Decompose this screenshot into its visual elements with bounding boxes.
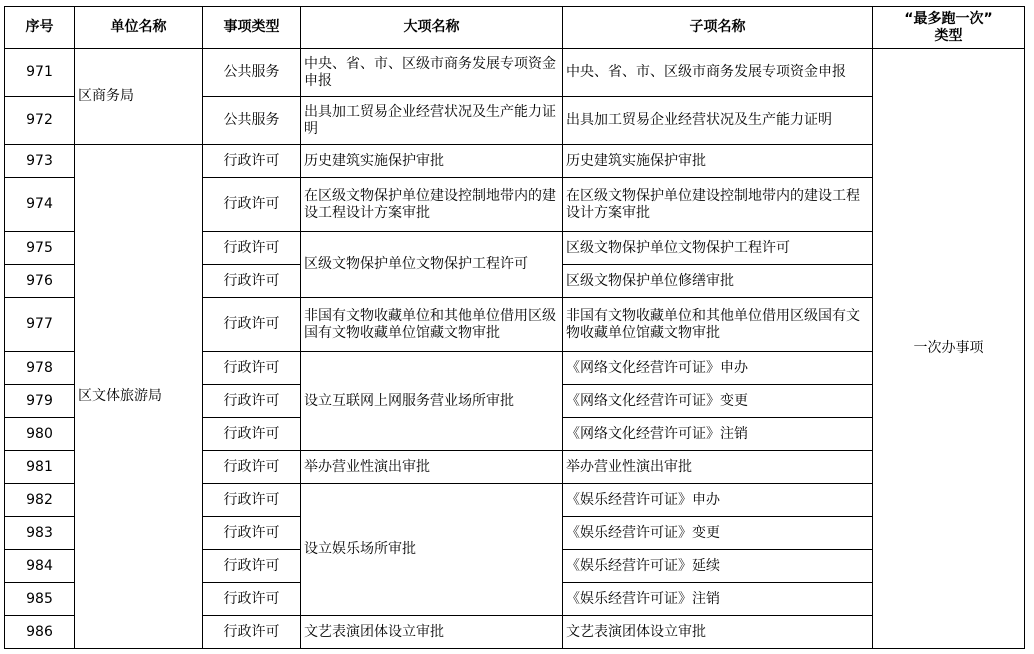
type-cell: 行政许可 (203, 418, 301, 451)
header-type: 事项类型 (203, 7, 301, 49)
type-cell: 行政许可 (203, 583, 301, 616)
seq-cell: 975 (5, 232, 75, 265)
seq-cell: 981 (5, 451, 75, 484)
seq-cell: 976 (5, 265, 75, 298)
major-cell: 设立娱乐场所审批 (301, 484, 563, 616)
sub-cell: 中央、省、市、区级市商务发展专项资金申报 (563, 49, 873, 97)
header-seq: 序号 (5, 7, 75, 49)
sub-cell: 区级文物保护单位文物保护工程许可 (563, 232, 873, 265)
header-major: 大项名称 (301, 7, 563, 49)
seq-cell: 983 (5, 517, 75, 550)
sub-cell: 区级文物保护单位修缮审批 (563, 265, 873, 298)
type-cell: 行政许可 (203, 265, 301, 298)
type-cell: 行政许可 (203, 178, 301, 232)
major-cell: 中央、省、市、区级市商务发展专项资金申报 (301, 49, 563, 97)
sub-cell: 出具加工贸易企业经营状况及生产能力证明 (563, 97, 873, 145)
seq-cell: 984 (5, 550, 75, 583)
header-row (5, 7, 1025, 49)
seq-cell: 980 (5, 418, 75, 451)
sub-cell: 《娱乐经营许可证》延续 (563, 550, 873, 583)
header-runs-line2: 类型 (934, 27, 963, 44)
major-cell: 举办营业性演出审批 (301, 451, 563, 484)
sub-cell: 文艺表演团体设立审批 (563, 616, 873, 649)
type-cell: 公共服务 (203, 49, 301, 97)
type-cell: 行政许可 (203, 145, 301, 178)
type-cell: 行政许可 (203, 352, 301, 385)
major-cell: 出具加工贸易企业经营状况及生产能力证明 (301, 97, 563, 145)
type-cell: 行政许可 (203, 484, 301, 517)
major-cell: 文艺表演团体设立审批 (301, 616, 563, 649)
type-cell: 行政许可 (203, 298, 301, 352)
seq-cell: 978 (5, 352, 75, 385)
unit-cell-commerce: 区商务局 (75, 49, 203, 145)
type-cell: 行政许可 (203, 616, 301, 649)
type-cell: 公共服务 (203, 97, 301, 145)
seq-cell: 979 (5, 385, 75, 418)
seq-cell: 972 (5, 97, 75, 145)
sub-cell: 《网络文化经营许可证》变更 (563, 385, 873, 418)
type-cell: 行政许可 (203, 385, 301, 418)
seq-cell: 982 (5, 484, 75, 517)
major-cell: 历史建筑实施保护审批 (301, 145, 563, 178)
items-table (4, 6, 1025, 649)
seq-cell: 971 (5, 49, 75, 97)
sub-cell: 《娱乐经营许可证》注销 (563, 583, 873, 616)
seq-cell: 977 (5, 298, 75, 352)
sub-cell: 历史建筑实施保护审批 (563, 145, 873, 178)
seq-cell: 986 (5, 616, 75, 649)
table-row (5, 49, 1025, 97)
sub-cell: 《网络文化经营许可证》注销 (563, 418, 873, 451)
header-runs-line1: “最多跑一次” (904, 10, 993, 27)
sub-cell: 《娱乐经营许可证》申办 (563, 484, 873, 517)
major-cell: 在区级文物保护单位建设控制地带内的建设工程设计方案审批 (301, 178, 563, 232)
seq-cell: 974 (5, 178, 75, 232)
runs-type-cell: 一次办事项 (873, 49, 1025, 649)
seq-cell: 985 (5, 583, 75, 616)
seq-cell: 973 (5, 145, 75, 178)
type-cell: 行政许可 (203, 232, 301, 265)
unit-cell-culture: 区文体旅游局 (75, 145, 203, 649)
major-cell: 非国有文物收藏单位和其他单位借用区级国有文物收藏单位馆藏文物审批 (301, 298, 563, 352)
type-cell: 行政许可 (203, 550, 301, 583)
major-cell: 区级文物保护单位文物保护工程许可 (301, 232, 563, 298)
type-cell: 行政许可 (203, 517, 301, 550)
sub-cell: 非国有文物收藏单位和其他单位借用区级国有文物收藏单位馆藏文物审批 (563, 298, 873, 352)
table-row (5, 145, 1025, 178)
header-sub: 子项名称 (563, 7, 873, 49)
sub-cell: 在区级文物保护单位建设控制地带内的建设工程设计方案审批 (563, 178, 873, 232)
sub-cell: 《网络文化经营许可证》申办 (563, 352, 873, 385)
type-cell: 行政许可 (203, 451, 301, 484)
sub-cell: 《娱乐经营许可证》变更 (563, 517, 873, 550)
major-cell: 设立互联网上网服务营业场所审批 (301, 352, 563, 451)
sub-cell: 举办营业性演出审批 (563, 451, 873, 484)
header-unit: 单位名称 (75, 7, 203, 49)
header-runs-type (873, 7, 1025, 49)
